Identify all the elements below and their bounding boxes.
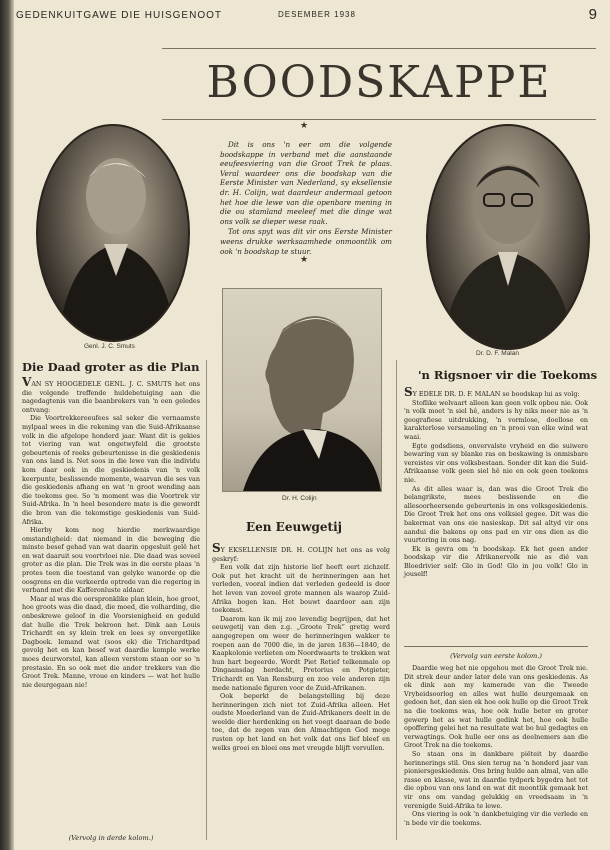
- right-paragraph: Stoflike welvaart alleen kan geen volk opbou nie. Ook 'n volk moet 'n siel hê, anders is hy niks meer nie as 'n geografiese uitdrukking, 'n vormlose, doellose en karakterlose versameling en 'n prooi van elke wind wat waai.: [404, 398, 588, 441]
- issue-date: DESEMBER 1938: [278, 10, 356, 19]
- intro-text: [220, 140, 392, 257]
- center-article-body: [212, 541, 390, 752]
- center-dropcap: S: [212, 541, 221, 555]
- colijn-caption: Dr. H. Colijn: [282, 495, 317, 502]
- center-paragraph: Daarom kan ik mij zoo levendig begrijpen, dat het eeuwgetij van den z.g. „Groote Trek” gretig werd aangegrepen om weer de herinneringen wakker te roepen aan de 7000 die, in de jaren 1836—1840, de Kaapkolonie verlieten om Noordwaarts te trekken wat hun hart begeerde. Wordt Piet Retief telkenmale op Dingaansdag herdacht, Pretorius en Potgieter, Trichardt en Van Rensburg en zoo vele anderen zijn mede nationale figuren voor de Zuid-Afrikanen.: [212, 614, 390, 692]
- center-article-heading: Een Eeuwgetij: [246, 520, 342, 534]
- right-paragraph: Ek is gevra om 'n boodskap. Ek het geen ander boodskap vir die Afrikanervolk nie as dié van Bloedrivier self: Glo in God! Glo in jou volk! Glo in jouself!: [404, 544, 588, 579]
- left-lead-text: AN SY HOOGEDELE GENL. J. C. SMUTS het ons die volgende treffende huldebetuiging aan die nagedagtenis van die baanbrekers van 'n een geledes ontvang:: [22, 380, 200, 414]
- left-continued-note: (Vervolg in derde kolom.): [68, 834, 154, 842]
- continuation-label: (Vervolg van eerste kolom.): [450, 652, 542, 660]
- continuation-paragraph: Daardie weg het nie opgehou met die Groot Trek nie. Dit strek deur ander later dele van ons geskiedenis. As ek dink aan my kamerade van die Tweede Vryheidsoorlog en alles wat hulle deurgemaak en gedoen het, dan sien ek hoe ook hulle op die Groot Trek na die toekoms was, hoe ook hulle beter en groter gewerp het as wat hulle gedink het, hoe ook hulle opoffering gelei het na resultate wat bo hul gedagtes en verwagtings. Ook hulle eer ons as deelnemers aan die Groot Trek na die toekoms.: [404, 664, 588, 750]
- center-lead-text: Y EKSELLENSIE DR. H. COLIJN het ons as volg geskryf:: [212, 546, 390, 563]
- section-rule: [404, 646, 588, 647]
- left-dropcap: V: [22, 375, 32, 389]
- right-article-heading: 'n Rigsnoer vir die Toekoms: [418, 368, 598, 382]
- right-article-lead: [404, 385, 588, 399]
- left-article-heading: Die Daad groter as die Plan: [22, 360, 200, 374]
- smuts-figure-icon: [38, 126, 188, 340]
- center-paragraph: Een volk dat zijn historie lief heeft eert zichzelf. Ook put het kracht uit de herinneringen aan het verleden, vooral indien dat verleden gedeeld is door het leven van zoveel grote mannen als waarop Zuid-Afrika bogen kan. Het bouwt daardoor aan zijn toekomst.: [212, 563, 390, 615]
- right-paragraph: Egte godsdiens, onvervalste vryheid en die suiwere bewaring van sy blanke ras en beskawing is onmisbare vereistes vir ons volksbestaan. Sonder dit kan die Suid-Afrikaanse volk geen siel hê nie en ook geen toekoms nie.: [404, 441, 588, 484]
- left-article-body: [22, 375, 200, 689]
- smuts-caption: Genl. J. C. Smuts: [84, 343, 135, 350]
- continuation-body: [404, 664, 588, 827]
- colijn-portrait: [222, 288, 382, 492]
- left-paragraph: Maar al was die oorspronklike plan klein, hoe groot, hoe groots was die daad, die moed, die volharding, die onbeskrewe geloof in die Voorsienigheid en geduld dat hulle die Trek bekroon het. Dink aan Louis Trichardt en sy klein trek en lees sy onvergetlike Dagboek. Iemand wat (soos ek) die Trichardtpad gevolg het en kan besef wat daardie komple werke moes deurworstel, kan alleen verstom staan oor so 'n prestasie. En so ook met die ander trekkers van die Groot Trek. Manne, vroue en kinders — wat het hulle nie deurgegaan nie!: [22, 594, 200, 689]
- right-paragraph: As dit alles waar is, dan was die Groot Trek die belangrikste, mees beslissende en die allesoorheersende gebeurtenis in ons volksgeskiedenis. Die Groot Trek het ons ons volksiel gegee. Dit was die bakermat van ons eie nasieskap. Dit sal altyd vir ons aandui die bakens op ons pad en vir ons dien as die vuurtoring in ons nag.: [404, 484, 588, 545]
- malan-figure-icon: [428, 126, 588, 348]
- right-article-body: [404, 385, 588, 579]
- continuation-paragraph: Ons viering is ook 'n dankbetuiging vir die verlede en 'n bede vir die toekoms.: [404, 810, 588, 827]
- publication-title: GEDENKUITGAWE DIE HUISGENOOT: [16, 10, 222, 21]
- right-lead-text: Y EDELE DR. D. F. MALAN se boodskap lui as volg:: [412, 390, 580, 398]
- center-article-lead: [212, 541, 390, 563]
- malan-portrait: [426, 124, 590, 350]
- page-number: 9: [588, 6, 598, 23]
- left-paragraph: Die Voortrekkereeufees sal seker die vernaamste mylpaal wees in die rekening van die Suid-Afrikaanse volk in die afgelope honderd jaar. Want dit is gekies tot viering van wat ongetwyfeld die grootste gebeurtenis of reeks gebeurtenisse in die geskiedenis van ons land is. Net soos in die lewe van die individu kom daar ook in die geskiedenis van 'n volk keerpunte, beslissende momente, waarvan die ses van die geskiedenis afhang en wat 'n groot wending aan die toekoms gee. So 'n moment was die Voortrek vir Suid-Afrika. In 'n heel besondere mate is die gewordt die bron van die tekomstige geskiedenis van Suid-Afrika.: [22, 414, 200, 526]
- smuts-portrait: [36, 124, 190, 342]
- left-paragraph: Hierby kom nog hierdie merkwaardige omstandigheid: dat niemand in die beweging die minste besef gehad van wat daarin opgesluit gelê het en wat daaruit sou voortvloei nie. Die daad was soveel groter as die plan. Die Trek was in die eerste plaas 'n protes teen die toestand van gelyke wanorde op die oosgrens en die verkeerde optrede van die regering in verband met die Kafferonluste aldaar.: [22, 526, 200, 595]
- intro-paragraph-2: Tot ons spyt was dit vir ons Eerste Minister weens drukke werksaamhede onmoontlik om ook 'n boodskap te stuur.: [220, 227, 392, 256]
- colijn-profile-icon: [223, 289, 381, 491]
- center-paragraph: Ook beperkt de belangstelling bij deze herinneringen zich niet tot Zuid-Afrika alleen. Het oudste Moederland van de Zuid-Afrikaners deelt in de weelde dier herdenking en het voegt daaraan de bede toe, dat de zegen van den Almachtigen God moge rusten op het land en het volk dat ons lief bleef en welks groei en bloei ons met vreugde blijft vervullen.: [212, 692, 390, 752]
- left-article-lead: [22, 375, 200, 414]
- intro-paragraph-1: Dit is ons 'n eer om die volgende boodskappe in verband met die aanstaande eeufeesviering van die Groot Trek te plaas. Veral waardeer ons die boodskap van die Eerste Minister van Nederland, sy eksellensie dr. H. Colijn, wat daardeur andermaal getoon het hoe die lewe van die openbare mening in die ou stamland meeleef met die dinge wat ons volk se dieper wese raak.: [220, 140, 392, 226]
- ornament-star-icon: ★: [300, 121, 309, 131]
- malan-caption: Dr. D. F. Malan: [476, 350, 519, 357]
- continuation-paragraph: So staan ons in dankbare piëteit by daardie herinnerings stil. Ons sien terug na 'n honderd jaar van pioniersgeskiedenis. Ons bring hulde aan almal, van alle rasse en klasse, wat in daardie tydperk bygedra het tot die opbou van ons land en wat dit moontlik gemaak het vir ons om vandag gelukkig en vreedsaam in 'n verenigde Suid-Afrika te lewe.: [404, 749, 588, 810]
- page-header: [16, 4, 604, 24]
- column-divider: [396, 360, 397, 840]
- ornament-star-icon: ★: [300, 255, 309, 265]
- column-divider: [206, 360, 207, 840]
- page-binding-shadow: [0, 0, 14, 850]
- right-dropcap: S: [404, 385, 413, 399]
- page-title: BOODSKAPPE: [206, 57, 552, 108]
- title-banner: [162, 48, 596, 120]
